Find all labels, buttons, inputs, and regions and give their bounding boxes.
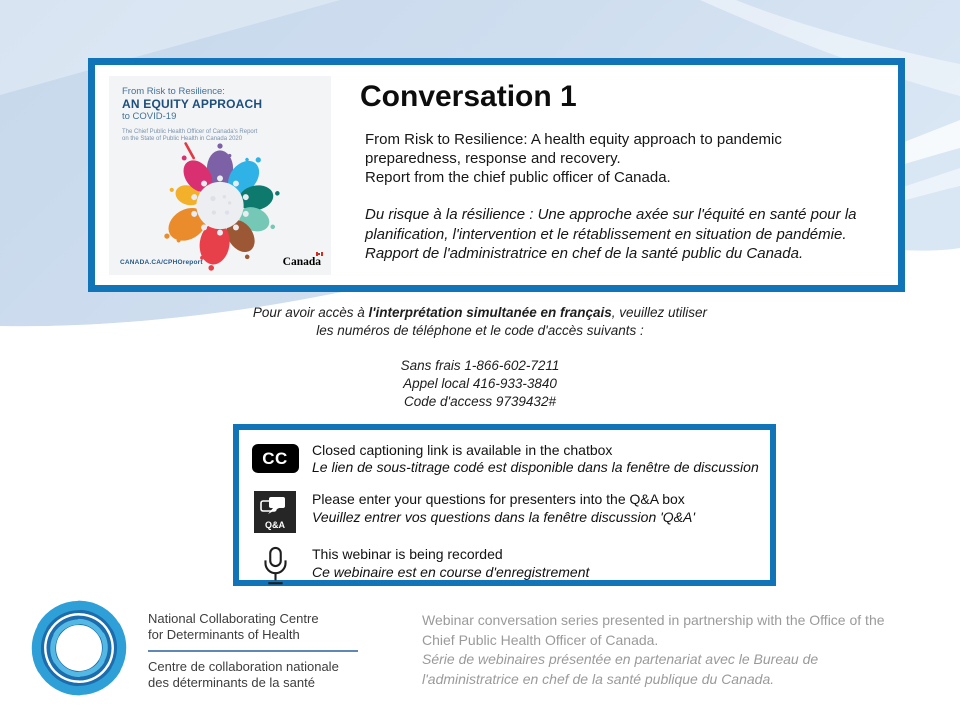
title-panel [88,58,905,292]
interpretation-instructions [0,304,960,411]
cover-title-line3: to COVID-19 [122,110,177,122]
cover-subtitle-line1: The Chief Public Health Officer of Canada's Report [122,128,258,135]
virus-splash-graphic [150,132,290,272]
interpretation-line2: les numéros de téléphone et le code d'accès suivants : [316,323,644,338]
cc-icon: CC [252,444,299,473]
report-cover-image [109,76,331,275]
canada-wordmark: Canada [283,256,321,268]
nccdh-logo [28,597,130,699]
interpretation-line1: Pour avoir accès à l'interprétation simultanée en français, veuillez utiliser [252,305,708,320]
cover-title-line1: From Risk to Resilience: [122,86,225,97]
partnership-note [422,611,900,689]
description-english: From Risk to Resilience: A health equity approach to pandemic preparedness, response and recovery. Report from the chief public officer of Canada. [365,131,782,186]
qa-icon [254,491,296,533]
description-french: Du risque à la résilience : Une approche axée sur l'équité en santé pour la planification, l'intervention et le rétablissement en situation de pandémie. Rapport de l'administratrice en chef de la santé public du Canada. [365,206,857,262]
cover-title-line2: AN EQUITY APPROACH [122,96,263,111]
divider [148,650,358,652]
nccdh-name-block [148,611,358,691]
microphone-icon [260,546,291,588]
org-name-english: National Collaborating Centre for Determinants of Health [148,611,319,642]
page-title: Conversation 1 [360,80,577,113]
partnership-note-english: Webinar conversation series presented in partnership with the Office of the Chief Public Health Officer of Canada. [422,612,885,648]
cover-url: CANADA.CA/CPHOreport [120,259,203,266]
notice-recording: This webinar is being recorded Ce webinaire est en course d'enregistrement [251,546,760,588]
access-code: Code d'access 9739432# [404,394,556,409]
partnership-note-french: Série de webinaires présentée en partenariat avec le Bureau de l'administratrice en chef de la santé publique du Canada. [422,651,819,687]
org-name-french: Centre de collaboration nationale des déterminants de la santé [148,659,339,690]
cover-subtitle-line2: on the State of Public Health in Canada 2020 [122,136,243,143]
notice-questions: Q&A Please enter your questions for presenters into the Q&A box Veuillez entrer vos questions dans la fenêtre discussion 'Q&A' [251,491,760,533]
canada-flag-icon [316,252,323,256]
notice-closed-captioning: CC Closed captioning link is available in the chatbox Le lien de sous-titrage codé est disponible dans la fenêtre de discussion [251,441,760,477]
phone-local: Appel local 416-933-3840 [403,376,557,391]
svg-text:Q&A: Q&A [265,519,285,530]
webinar-notices-panel [233,424,776,586]
phone-tollfree: Sans frais 1-866-602-7211 [400,358,560,373]
